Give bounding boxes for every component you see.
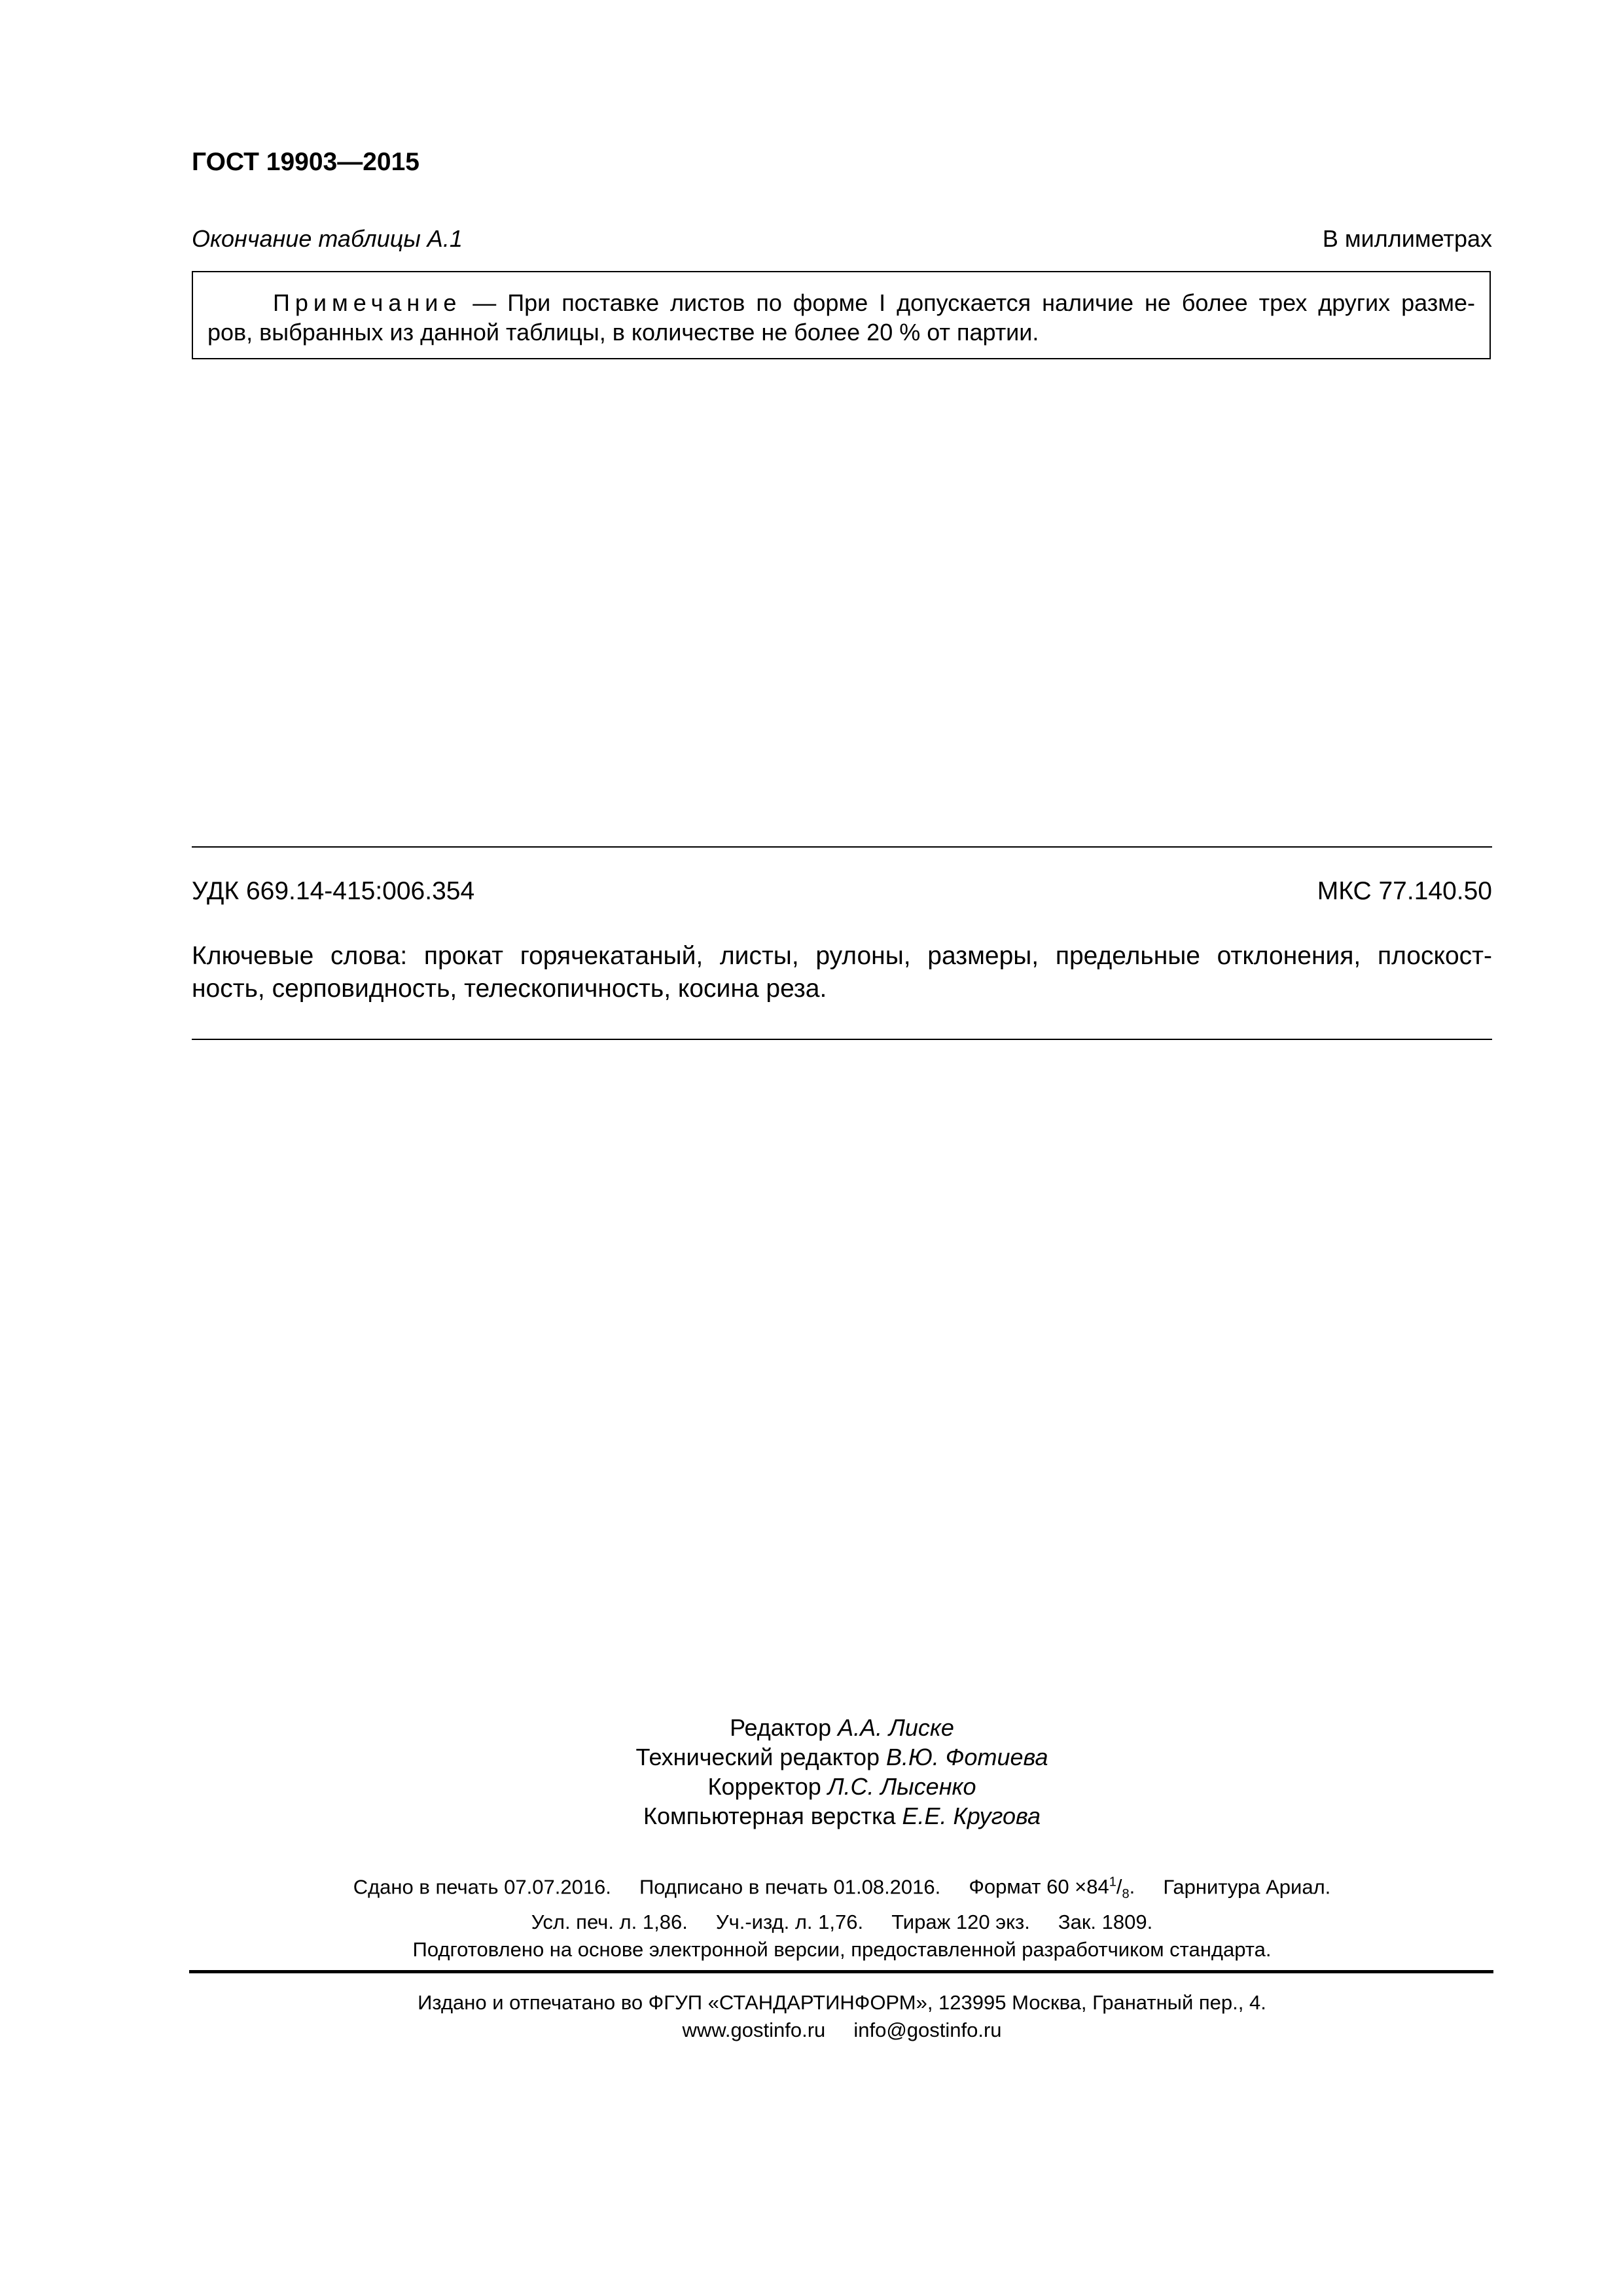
divider-thick <box>189 1970 1493 1973</box>
publisher-email[interactable]: info@gostinfo.ru <box>853 2018 1002 2041</box>
publisher-website[interactable]: www.gostinfo.ru <box>682 2018 826 2041</box>
credit-proofreader: Корректор Л.С. Лысенко <box>707 1773 976 1800</box>
table-continuation-caption: Окончание таблицы А.1 <box>192 225 463 252</box>
credit-technical-editor: Технический редактор В.Ю. Фотиева <box>635 1744 1048 1770</box>
imprint-line-2: Усл. печ. л. 1,86. Уч.-изд. л. 1,76. Тираж 120 экз. Зак. 1809. <box>531 1910 1153 1933</box>
credit-editor: Редактор А.А. Лиске <box>730 1714 954 1741</box>
mks-code: МКС 77.140.50 <box>1317 877 1492 905</box>
note-line-1-text: При поставке листов по форме I допускается наличие не более трех других разме- <box>507 289 1475 316</box>
note-label: Примечание <box>273 289 462 316</box>
udk-code: УДК 669.14-415:006.354 <box>192 877 475 905</box>
units-label: В миллиметрах <box>1322 225 1492 252</box>
credits <box>0 1713 1623 1831</box>
note-line-2: ров, выбранных из данной таблицы, в количестве не более 20 % от партии. <box>207 319 1039 346</box>
publisher-contacts <box>0 2017 1623 2044</box>
note-line-1 <box>207 288 1475 317</box>
keywords <box>192 940 1492 1005</box>
publisher-line: Издано и отпечатано во ФГУП «СТАНДАРТИНФОРМ», 123995 Москва, Гранатный пер., 4. <box>418 1991 1266 2014</box>
imprint-prepared: Подготовлено на основе электронной версии, предоставленной разработчиком стандарта. <box>412 1937 1272 1961</box>
credit-layout: Компьютерная верстка Е.Е. Кругова <box>643 1803 1041 1829</box>
divider-top <box>192 846 1492 848</box>
note-dash: — <box>461 289 508 316</box>
imprint-line-1: Сдано в печать 07.07.2016. Подписано в печать 01.08.2016. Формат $60 \times 84^1/_8$. Гарнитура Ариал. <box>353 1875 1331 1902</box>
table-note <box>192 271 1491 359</box>
publisher <box>0 1989 1623 2044</box>
divider-bottom <box>192 1039 1492 1040</box>
document-header: ГОСТ 19903—2015 <box>192 148 419 176</box>
imprint-format: Формат $60 \times 84^1/_8$. <box>969 1875 1135 1902</box>
keywords-line-2: ность, серповидность, телескопичность, косина реза. <box>192 975 827 1003</box>
keywords-line-1: Ключевые слова: прокат горячекатаный, листы, рулоны, размеры, предельные отклонения, плоскост- <box>192 942 1492 970</box>
imprint <box>0 1869 1623 1964</box>
